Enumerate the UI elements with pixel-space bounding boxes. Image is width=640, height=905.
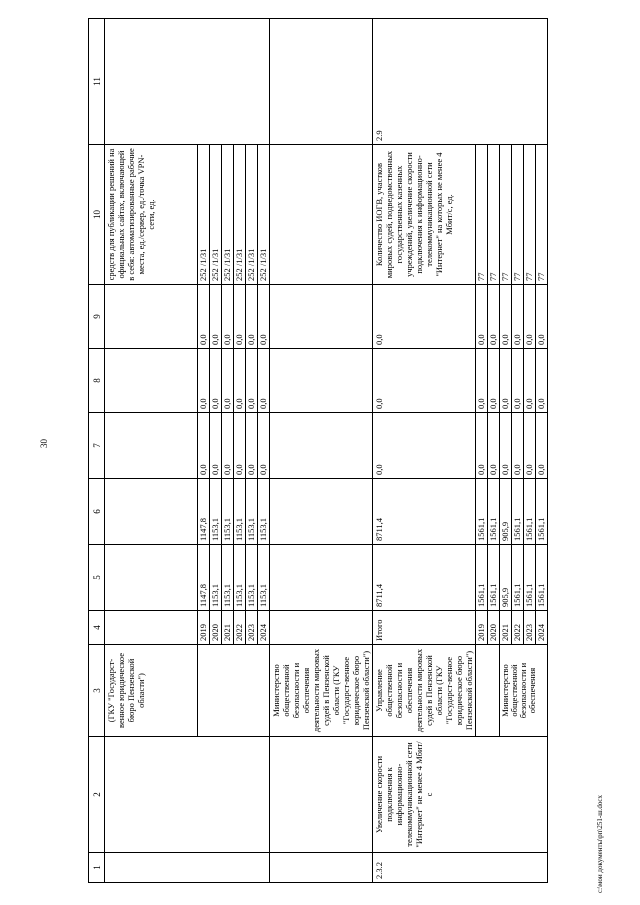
header-col-9: 9	[89, 285, 105, 349]
value-cell: 905,9	[500, 545, 512, 611]
page-number: 30	[39, 439, 49, 448]
year-cell: 2024	[536, 611, 548, 645]
block2-indicator: Количество ИОГВ, участков мировых судей, подведомственных государственных казенных учреждений, увеличение скорости подключения к информационно-телекоммуникационной сети "Интернет" на которых не менее 4 Мбит/с, ед.	[373, 145, 476, 285]
value-cell: 0,0	[246, 285, 258, 349]
value-cell: 0,0	[536, 285, 548, 349]
value-cell: 0,0	[524, 349, 536, 413]
value-cell: 0,0	[488, 285, 500, 349]
block2-org: Управление общественной безопасности и обеспечения деятельности мировых судей в Пензенской области (ГКУ "Государст-венное юридическое бюро Пензенской области")	[373, 645, 476, 737]
total-c9: 0,0	[373, 285, 476, 349]
value-cell: 77	[536, 145, 548, 285]
value-cell: 1153,1	[258, 479, 270, 545]
value-cell: 0,0	[258, 349, 270, 413]
value-cell: 1561,1	[524, 479, 536, 545]
value-cell: 1561,1	[512, 545, 524, 611]
year-cell: 2020	[210, 611, 222, 645]
header-row	[89, 19, 105, 883]
value-cell: 0,0	[476, 349, 488, 413]
year-cell: 2023	[246, 611, 258, 645]
year-cell: 2020	[488, 611, 500, 645]
header-col-4: 4	[89, 611, 105, 645]
block2-col11: 2.9	[373, 19, 548, 145]
header-col-7: 7	[89, 413, 105, 479]
value-cell: 0,0	[198, 349, 210, 413]
value-cell: 0,0	[500, 285, 512, 349]
value-cell: 0,0	[210, 285, 222, 349]
value-cell: 0,0	[476, 413, 488, 479]
value-cell: 0,0	[210, 413, 222, 479]
measure-description: Увеличение скорости подключения к информационно-телекоммуникационной сети "Интернет" не менее 4 Мбит/с	[373, 737, 548, 853]
value-cell: 1153,1	[234, 545, 246, 611]
value-cell: 1561,1	[524, 545, 536, 611]
value-cell: 0,0	[222, 349, 234, 413]
program-table-part2	[269, 18, 548, 883]
value-cell: 1153,1	[222, 479, 234, 545]
value-cell: 0,0	[234, 349, 246, 413]
year-cell: 2021	[222, 611, 234, 645]
header-col-10: 10	[89, 145, 105, 285]
block1-org-top: (ГКУ "Государст-венное юридическое бюро Пензенской области")	[105, 645, 198, 737]
value-cell: 0,0	[512, 349, 524, 413]
header-col-5: 5	[89, 545, 105, 611]
value-cell: 1153,1	[246, 479, 258, 545]
value-cell: 1153,1	[210, 545, 222, 611]
value-cell: 1153,1	[258, 545, 270, 611]
block1-org-bottom: Министерство общественной безопасности и обеспечения деятельности мировых судей в Пензенской области (ГКУ "Государст-венное юридическое бюро Пензенской области")	[270, 645, 373, 737]
header-col-1: 1	[89, 853, 105, 883]
value-cell: 0,0	[246, 413, 258, 479]
value-cell: 0,0	[488, 349, 500, 413]
value-cell: 1147,8	[198, 479, 210, 545]
value-cell: 1561,1	[476, 479, 488, 545]
value-cell: 905,9	[500, 479, 512, 545]
header-col-6: 6	[89, 479, 105, 545]
value-cell: 0,0	[222, 413, 234, 479]
value-cell: 0,0	[500, 349, 512, 413]
value-cell: 1561,1	[488, 479, 500, 545]
total-c5: 8711,4	[373, 545, 476, 611]
year-cell: 2022	[234, 611, 246, 645]
value-cell: 0,0	[488, 413, 500, 479]
year-cell: 2021	[500, 611, 512, 645]
value-cell: 1561,1	[488, 545, 500, 611]
value-cell: 0,0	[246, 349, 258, 413]
value-cell: 0,0	[258, 285, 270, 349]
header-col-11: 11	[89, 19, 105, 145]
value-cell: 252 /1/31	[246, 145, 258, 285]
block1-bottom-row	[270, 19, 373, 883]
program-table-rotated	[88, 19, 586, 883]
total-c7: 0,0	[373, 413, 476, 479]
value-cell: 0,0	[198, 285, 210, 349]
value-cell: 0,0	[524, 413, 536, 479]
footer-path: c:\мои документы\рп\251-ш.docx	[596, 795, 604, 893]
total-label: Итого	[373, 611, 476, 645]
value-cell: 77	[476, 145, 488, 285]
block1-head-row	[105, 19, 198, 883]
block2-total-row	[373, 19, 476, 883]
header-col-2: 2	[89, 737, 105, 853]
item-number: 2.3.2	[373, 853, 548, 883]
value-cell: 1147,8	[198, 545, 210, 611]
value-cell: 1153,1	[222, 545, 234, 611]
value-cell: 252 /1/31	[210, 145, 222, 285]
value-cell: 1153,1	[234, 479, 246, 545]
value-cell: 0,0	[536, 413, 548, 479]
block2-org-bottom: Министерство общественной безопасности и обеспечения	[500, 645, 548, 737]
value-cell: 77	[512, 145, 524, 285]
value-cell: 77	[488, 145, 500, 285]
value-cell: 0,0	[524, 285, 536, 349]
value-cell: 1561,1	[512, 479, 524, 545]
value-cell: 252 /1/31	[234, 145, 246, 285]
value-cell: 1561,1	[476, 545, 488, 611]
value-cell: 1153,1	[210, 479, 222, 545]
value-cell: 0,0	[258, 413, 270, 479]
value-cell: 77	[524, 145, 536, 285]
total-c8: 0,0	[373, 349, 476, 413]
value-cell: 0,0	[234, 285, 246, 349]
program-table	[88, 18, 270, 883]
header-col-3: 3	[89, 645, 105, 737]
value-cell: 0,0	[536, 349, 548, 413]
value-cell: 1561,1	[536, 479, 548, 545]
value-cell: 77	[500, 145, 512, 285]
year-cell: 2023	[524, 611, 536, 645]
value-cell: 252 /1/31	[258, 145, 270, 285]
value-cell: 1153,1	[246, 545, 258, 611]
value-cell: 0,0	[512, 413, 524, 479]
block1-indicator: средств для публикации решений на официальных сайтах, включающей в себя: автоматизированные рабочие места, ед./сервер, ед./точка VPN-сети, ед.	[105, 145, 198, 285]
year-cell: 2019	[476, 611, 488, 645]
value-cell: 0,0	[476, 285, 488, 349]
value-cell: 252 /1/31	[222, 145, 234, 285]
year-cell: 2022	[512, 611, 524, 645]
value-cell: 0,0	[234, 413, 246, 479]
value-cell: 0,0	[500, 413, 512, 479]
year-cell: 2024	[258, 611, 270, 645]
value-cell: 0,0	[198, 413, 210, 479]
value-cell: 0,0	[210, 349, 222, 413]
header-col-8: 8	[89, 349, 105, 413]
value-cell: 252 /1/31	[198, 145, 210, 285]
total-c6: 8711,4	[373, 479, 476, 545]
value-cell: 1561,1	[536, 545, 548, 611]
value-cell: 0,0	[512, 285, 524, 349]
year-cell: 2019	[198, 611, 210, 645]
value-cell: 0,0	[222, 285, 234, 349]
